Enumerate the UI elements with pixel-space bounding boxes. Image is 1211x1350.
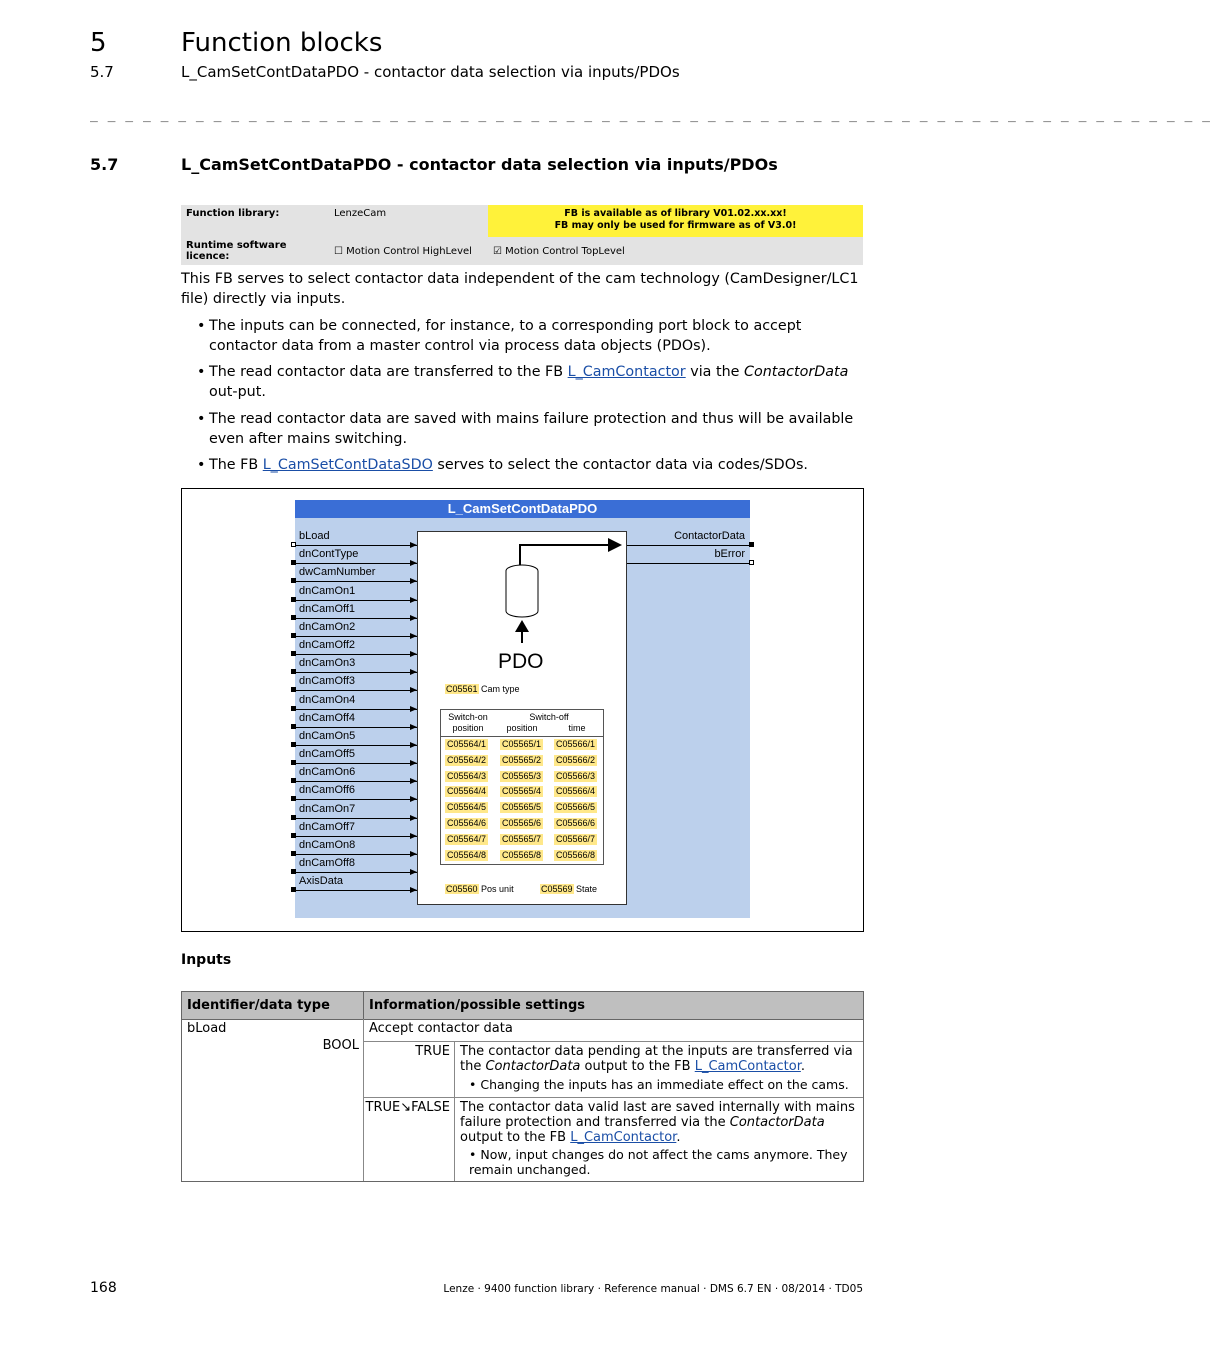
code-cell: C05566/8 bbox=[556, 849, 596, 860]
text-fragment: output to the FB bbox=[460, 1130, 571, 1145]
input-port-connector bbox=[291, 706, 296, 711]
code-cell: C05564/6 bbox=[447, 818, 487, 828]
input-port-connector bbox=[291, 560, 296, 565]
input-port-label: dnCamOn1 bbox=[299, 585, 356, 597]
input-port-arrow bbox=[410, 542, 417, 548]
text-fragment: The FB bbox=[209, 457, 263, 473]
bullet-dot: • bbox=[469, 1077, 477, 1092]
input-port-connector bbox=[291, 633, 296, 638]
function-block-title: L_CamSetContDataPDO bbox=[295, 500, 750, 518]
text-fragment: . bbox=[800, 1059, 805, 1074]
input-port-arrow bbox=[410, 887, 417, 893]
input-port-arrow bbox=[410, 851, 417, 857]
code-cell: C05566/6 bbox=[556, 818, 596, 828]
text-fragment: output to the FB bbox=[580, 1059, 695, 1074]
input-port-arrow bbox=[410, 815, 417, 821]
code-cell: C05564/3 bbox=[447, 770, 487, 781]
header-switch-off: Switch-off bbox=[529, 712, 569, 722]
value-true-to-false-description bbox=[460, 1100, 860, 1145]
input-port-connector bbox=[291, 615, 296, 620]
footer-doc-info: Lenze · 9400 function library · Reference manual · DMS 6.7 EN · 08/2014 · TD05 bbox=[443, 1283, 863, 1295]
input-port-line bbox=[295, 745, 417, 746]
code-cell: C05566/3 bbox=[556, 770, 596, 781]
licence-label: Runtime software licence: bbox=[181, 237, 329, 265]
table-divider bbox=[364, 1097, 863, 1098]
input-port-arrow bbox=[410, 578, 417, 584]
bullet-text bbox=[209, 362, 865, 402]
inputs-table bbox=[181, 991, 864, 1182]
code-cell: C05565/1 bbox=[502, 739, 542, 749]
input-port-arrow bbox=[410, 796, 417, 802]
input-port-label: dnCamOff1 bbox=[299, 603, 356, 615]
input-port-line bbox=[295, 890, 417, 891]
input-port-connector bbox=[291, 542, 296, 547]
input-port-label: dnCamOff4 bbox=[299, 712, 356, 724]
code-cell: C05566/1 bbox=[556, 739, 596, 749]
state-label: State bbox=[576, 884, 598, 894]
value-true-to-false-bullet bbox=[469, 1147, 861, 1177]
link-l-camcontactor[interactable]: L_CamContactor bbox=[694, 1059, 801, 1074]
input-port-label: dnContType bbox=[299, 548, 359, 560]
pos-unit-row bbox=[445, 884, 514, 894]
input-port-line bbox=[295, 872, 417, 873]
intro-paragraph: This FB serves to select contactor data independent of the cam technology (CamDesigner/LC1 file) directly via inputs. bbox=[181, 271, 859, 307]
text-fragment: The read contactor data are transferred to the FB bbox=[209, 364, 568, 380]
code-cell: C05564/5 bbox=[447, 802, 487, 813]
licence-toplevel: ☑ Motion Control TopLevel bbox=[488, 237, 863, 265]
identifier-name: bLoad bbox=[187, 1021, 227, 1036]
input-port-arrow bbox=[410, 560, 417, 566]
col-header-identifier: Identifier/data type bbox=[182, 992, 364, 1019]
subchapter-number: 5.7 bbox=[90, 63, 114, 81]
code-cell: C05566/7 bbox=[556, 833, 596, 844]
code-cell: C05565/8 bbox=[502, 849, 542, 860]
input-port-line bbox=[295, 690, 417, 691]
text-fragment: via the bbox=[685, 364, 744, 380]
link-l-camcontactor[interactable]: L_CamContactor bbox=[570, 1130, 677, 1145]
input-port-connector bbox=[291, 833, 296, 838]
header-separator: _ _ _ _ _ _ _ _ _ _ _ _ _ _ _ _ _ _ _ _ _ _ _ _ _ _ _ _ _ _ _ _ _ _ _ _ _ _ _ _ _ _ _ _ _ _ _ _ _ _ _ _ _ _ _ _ _ _ _ _ _ _ _ _ bbox=[90, 108, 1211, 123]
header-text: Switch-on bbox=[448, 712, 488, 722]
availability-note-line2: FB may only be used for firmware as of V3.0! bbox=[554, 220, 797, 231]
input-port-label: dnCamOff8 bbox=[299, 857, 356, 869]
input-port-connector bbox=[291, 578, 296, 583]
input-port-line bbox=[295, 727, 417, 728]
italic-term: ContactorData bbox=[729, 1115, 825, 1130]
input-port-connector bbox=[291, 869, 296, 874]
input-port-line bbox=[295, 854, 417, 855]
input-port-line bbox=[295, 600, 417, 601]
table-divider bbox=[182, 1019, 863, 1020]
input-port-line bbox=[295, 781, 417, 782]
cam-code-table bbox=[440, 709, 604, 865]
value-true-description bbox=[460, 1044, 860, 1074]
input-port-connector bbox=[291, 724, 296, 729]
output-connector bbox=[749, 542, 754, 547]
input-port-connector bbox=[291, 796, 296, 801]
input-port-label: dwCamNumber bbox=[299, 566, 376, 578]
text-fragment: The contactor data pending at the inputs are transferred via the bbox=[460, 1044, 853, 1074]
code-cell: C05564/7 bbox=[447, 833, 487, 844]
pdo-label: PDO bbox=[498, 650, 544, 673]
input-port-line bbox=[295, 836, 417, 837]
table-divider bbox=[441, 736, 603, 737]
input-port-line bbox=[295, 545, 417, 546]
output-line bbox=[627, 563, 752, 564]
code-cell: C05566/2 bbox=[556, 754, 596, 765]
value-true: TRUE bbox=[415, 1044, 450, 1059]
bullet-dot: • bbox=[197, 318, 206, 334]
bullet-text: The inputs can be connected, for instance, to a corresponding port block to accept contactor data from a master control via process data objects (PDOs). bbox=[209, 318, 802, 354]
input-port-connector bbox=[291, 815, 296, 820]
cam-type-code-row bbox=[445, 684, 520, 694]
code-cell: C05564/2 bbox=[447, 754, 487, 765]
input-port-label: dnCamOn7 bbox=[299, 803, 356, 815]
bullet-dot: • bbox=[197, 411, 206, 427]
bullet-dot: • bbox=[197, 364, 206, 380]
code-cell: C05564/1 bbox=[447, 739, 487, 749]
col-header-info: Information/possible settings bbox=[364, 992, 863, 1019]
bullet-text: Changing the inputs has an immediate effect on the cams. bbox=[480, 1077, 849, 1092]
input-port-label: AxisData bbox=[299, 875, 344, 887]
header-switch-on bbox=[443, 712, 493, 734]
state-code: C05569 bbox=[541, 884, 573, 894]
library-info-table bbox=[181, 205, 863, 265]
input-port-connector bbox=[291, 742, 296, 747]
cam-type-label: Cam type bbox=[481, 684, 520, 694]
italic-term: ContactorData bbox=[743, 364, 849, 380]
header-position: position bbox=[506, 723, 538, 733]
input-port-label: dnCamOff2 bbox=[299, 639, 356, 651]
value-true-to-false: TRUE↘FALSE bbox=[365, 1100, 450, 1115]
input-port-label: dnCamOn2 bbox=[299, 621, 356, 633]
output-berror: bError bbox=[714, 548, 745, 560]
input-port-arrow bbox=[410, 760, 417, 766]
identifier-datatype: BOOL bbox=[322, 1038, 359, 1053]
input-port-line bbox=[295, 709, 417, 710]
bullet-item bbox=[197, 316, 865, 356]
licence-highlevel: ☐ Motion Control HighLevel bbox=[329, 237, 488, 265]
cam-type-code: C05561 bbox=[446, 684, 478, 694]
input-port-line bbox=[295, 818, 417, 819]
input-port-connector bbox=[291, 778, 296, 783]
code-cell: C05565/6 bbox=[502, 818, 542, 828]
text-fragment: The contactor data valid last are saved internally with mains failure protection and transferred via the bbox=[460, 1100, 855, 1130]
input-port-arrow bbox=[410, 706, 417, 712]
input-port-line bbox=[295, 799, 417, 800]
table-divider bbox=[454, 1041, 455, 1181]
input-port-connector bbox=[291, 887, 296, 892]
page-number: 168 bbox=[90, 1280, 117, 1296]
input-port-arrow bbox=[410, 669, 417, 675]
section-number: 5.7 bbox=[90, 155, 119, 174]
input-port-label: dnCamOn3 bbox=[299, 657, 356, 669]
bullet-item bbox=[197, 409, 865, 449]
input-port-connector bbox=[291, 669, 296, 674]
state-row bbox=[540, 884, 597, 894]
link-l-camcontactor[interactable]: L_CamContactor bbox=[567, 364, 686, 380]
input-port-arrow bbox=[410, 597, 417, 603]
chapter-number: 5 bbox=[90, 28, 107, 58]
code-cell: C05565/4 bbox=[502, 786, 542, 797]
input-port-connector bbox=[291, 760, 296, 765]
input-port-label: dnCamOn4 bbox=[299, 694, 356, 706]
input-port-arrow bbox=[410, 742, 417, 748]
chapter-title: Function blocks bbox=[181, 28, 383, 58]
function-library-value: LenzeCam bbox=[329, 205, 488, 237]
input-port-arrow bbox=[410, 869, 417, 875]
header-text: position bbox=[452, 723, 484, 733]
bullet-text: Now, input changes do not affect the cams anymore. They remain unchanged. bbox=[469, 1147, 848, 1177]
input-port-line bbox=[295, 636, 417, 637]
input-port-arrow bbox=[410, 633, 417, 639]
input-port-label: dnCamOff3 bbox=[299, 675, 356, 687]
input-port-connector bbox=[291, 651, 296, 656]
text-fragment: . bbox=[676, 1130, 681, 1145]
input-port-label: dnCamOn5 bbox=[299, 730, 356, 742]
input-port-arrow bbox=[410, 651, 417, 657]
input-port-line bbox=[295, 563, 417, 564]
table-divider bbox=[364, 1041, 863, 1042]
availability-note-line1: FB is available as of library V01.02.xx.xx! bbox=[564, 208, 787, 219]
input-port-line bbox=[295, 763, 417, 764]
code-cell: C05565/7 bbox=[502, 833, 542, 844]
inputs-heading: Inputs bbox=[181, 952, 232, 968]
input-port-connector bbox=[291, 687, 296, 692]
code-cell: C05564/4 bbox=[447, 786, 487, 797]
value-true-bullet bbox=[469, 1077, 861, 1092]
text-fragment: out-put. bbox=[209, 384, 266, 400]
availability-note bbox=[488, 205, 863, 237]
input-port-line bbox=[295, 654, 417, 655]
input-port-label: dnCamOff7 bbox=[299, 821, 356, 833]
output-contactordata: ContactorData bbox=[674, 530, 745, 542]
pos-unit-code: C05560 bbox=[446, 884, 478, 894]
code-cell: C05565/5 bbox=[502, 802, 542, 813]
input-port-line bbox=[295, 672, 417, 673]
bullet-dot: • bbox=[197, 457, 206, 473]
bullet-text: The read contactor data are saved with mains failure protection and thus will be available even after mains switching. bbox=[209, 411, 854, 447]
code-cell: C05564/8 bbox=[447, 849, 487, 860]
input-port-label: dnCamOff5 bbox=[299, 748, 356, 760]
input-port-label: dnCamOn6 bbox=[299, 766, 356, 778]
italic-term: ContactorData bbox=[485, 1059, 581, 1074]
output-connector bbox=[749, 560, 754, 565]
bullet-dot: • bbox=[469, 1147, 477, 1162]
input-port-arrow bbox=[410, 833, 417, 839]
input-port-arrow bbox=[410, 724, 417, 730]
code-cell: C05565/3 bbox=[502, 770, 542, 781]
input-port-connector bbox=[291, 851, 296, 856]
input-port-label: bLoad bbox=[299, 530, 330, 542]
input-port-connector bbox=[291, 597, 296, 602]
input-port-arrow bbox=[410, 615, 417, 621]
text-fragment: serves to select the contactor data via codes/SDOs. bbox=[432, 457, 808, 473]
input-port-arrow bbox=[410, 778, 417, 784]
code-cell: C05566/5 bbox=[556, 802, 596, 813]
header-time: time bbox=[568, 723, 586, 733]
bullet-item bbox=[197, 455, 865, 475]
code-cell: C05566/4 bbox=[556, 786, 596, 797]
subchapter-title: L_CamSetContDataPDO - contactor data selection via inputs/PDOs bbox=[181, 63, 680, 81]
link-l-camsetcontdatasdo[interactable]: L_CamSetContDataSDO bbox=[262, 457, 433, 473]
bullet-text bbox=[209, 455, 865, 475]
function-library-label: Function library: bbox=[181, 205, 329, 237]
input-port-label: dnCamOn8 bbox=[299, 839, 356, 851]
bullet-item bbox=[197, 362, 865, 402]
code-cell: C05565/2 bbox=[502, 754, 542, 765]
output-line bbox=[627, 545, 752, 546]
identifier-info: Accept contactor data bbox=[369, 1021, 513, 1036]
section-title: L_CamSetContDataPDO - contactor data selection via inputs/PDOs bbox=[181, 155, 778, 174]
pos-unit-label: Pos unit bbox=[481, 884, 514, 894]
input-port-line bbox=[295, 581, 417, 582]
input-port-label: dnCamOff6 bbox=[299, 784, 356, 796]
input-port-line bbox=[295, 618, 417, 619]
input-port-arrow bbox=[410, 687, 417, 693]
